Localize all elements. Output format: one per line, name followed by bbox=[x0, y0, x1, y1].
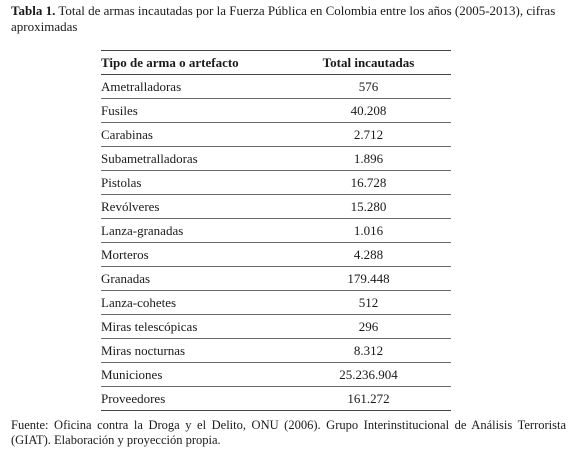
table-row bbox=[101, 339, 451, 363]
weapon-type-cell: Carabinas bbox=[101, 123, 286, 147]
table-row bbox=[101, 123, 451, 147]
weapon-type-cell: Morteros bbox=[101, 243, 286, 267]
weapon-type-cell: Miras nocturnas bbox=[101, 339, 286, 363]
caption-text: Total de armas incautadas por la Fuerza Pública en Colombia entre los años (2005-2013), cifras aproximadas bbox=[11, 3, 556, 34]
total-seized-cell: 4.288 bbox=[286, 243, 451, 267]
table-row bbox=[101, 267, 451, 291]
weapon-type-cell: Granadas bbox=[101, 267, 286, 291]
table-row bbox=[101, 315, 451, 339]
table-row bbox=[101, 387, 451, 411]
table-row bbox=[101, 75, 451, 99]
source-footnote: Fuente: Oficina contra la Droga y el Delito, ONU (2006). Grupo Interinstitucional de Análisis Terrorista (GIAT). Elaboración y proyección propia. bbox=[11, 418, 566, 447]
total-seized-cell: 15.280 bbox=[286, 195, 451, 219]
table-row bbox=[101, 243, 451, 267]
total-seized-cell: 1.896 bbox=[286, 147, 451, 171]
weapon-type-cell: Proveedores bbox=[101, 387, 286, 411]
total-seized-cell: 576 bbox=[286, 75, 451, 99]
weapons-table bbox=[101, 50, 451, 411]
total-seized-cell: 8.312 bbox=[286, 339, 451, 363]
total-seized-cell: 40.208 bbox=[286, 99, 451, 123]
total-seized-cell: 2.712 bbox=[286, 123, 451, 147]
weapon-type-cell: Municiones bbox=[101, 363, 286, 387]
weapon-type-cell: Subametralladoras bbox=[101, 147, 286, 171]
table-row bbox=[101, 99, 451, 123]
total-seized-cell: 16.728 bbox=[286, 171, 451, 195]
total-seized-cell: 25.236.904 bbox=[286, 363, 451, 387]
weapon-type-cell: Lanza-cohetes bbox=[101, 291, 286, 315]
total-seized-cell: 296 bbox=[286, 315, 451, 339]
header-total-seized: Total incautadas bbox=[286, 51, 451, 75]
total-seized-cell: 1.016 bbox=[286, 219, 451, 243]
table-row bbox=[101, 147, 451, 171]
table-row bbox=[101, 171, 451, 195]
weapon-type-cell: Ametralladoras bbox=[101, 75, 286, 99]
total-seized-cell: 512 bbox=[286, 291, 451, 315]
weapon-type-cell: Fusiles bbox=[101, 99, 286, 123]
table-header-row bbox=[101, 51, 451, 75]
total-seized-cell: 161.272 bbox=[286, 387, 451, 411]
header-weapon-type: Tipo de arma o artefacto bbox=[101, 51, 286, 75]
table-caption bbox=[11, 3, 559, 35]
caption-label: Tabla 1. bbox=[11, 3, 56, 18]
weapon-type-cell: Miras telescópicas bbox=[101, 315, 286, 339]
table-row bbox=[101, 195, 451, 219]
weapon-type-cell: Lanza-granadas bbox=[101, 219, 286, 243]
total-seized-cell: 179.448 bbox=[286, 267, 451, 291]
weapon-type-cell: Revólveres bbox=[101, 195, 286, 219]
weapon-type-cell: Pistolas bbox=[101, 171, 286, 195]
table-row bbox=[101, 219, 451, 243]
table-row bbox=[101, 291, 451, 315]
table-row bbox=[101, 363, 451, 387]
